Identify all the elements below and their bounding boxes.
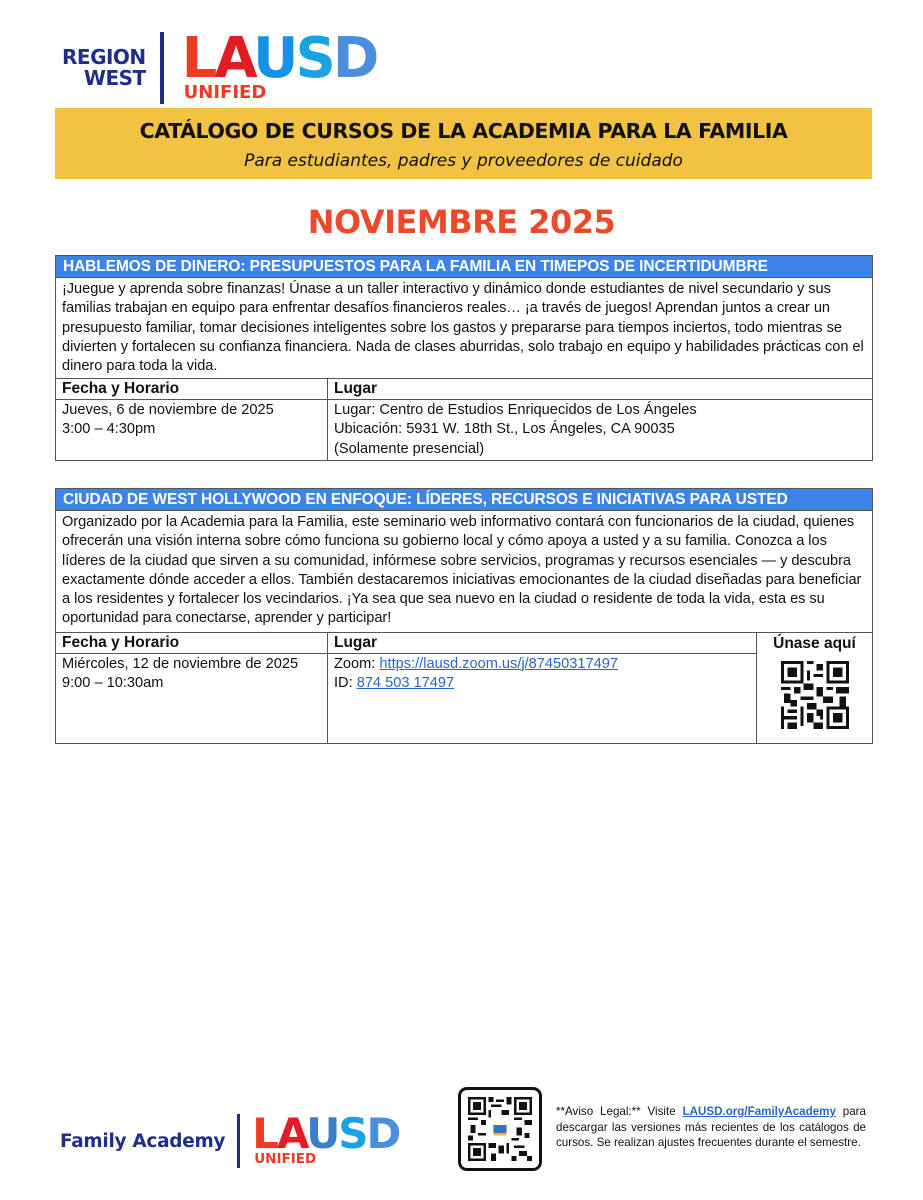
footer-qr-code[interactable] [458,1087,542,1171]
logo-letter: S [295,26,333,91]
schedule-left [56,633,757,743]
course-card-money [55,255,873,461]
catalog-banner [55,108,872,179]
in-person-note: (Solamente presencial) [334,440,485,457]
family-academy-lausd-logo [60,1109,432,1169]
logo-letter: D [366,1109,400,1158]
course-description: ¡Juegue y aprenda sobre finanzas! Únase a un taller interactivo y dinámico donde estudiantes de nivel secundario y sus familias trabajan en equipo para enfrentar desafíos financieros reales… ¡a través de juegos! Aprendan juntos a crear un presupuesto familiar, tomar decisiones inteligentes sobre los gastos y prepararse para tiempos inciertos, todo mientras se divierten y fortalecen su confianza financiera. Nada de clases aburridas, solo trabajo en equipo y habilidades prácticas con el dinero para toda la vida. [56,278,872,379]
logo-letter: A [276,1109,307,1158]
schedule-row [56,400,872,460]
banner-subtitle: Para estudiantes, padres y proveedores de cuidado [244,151,683,171]
logo-letter: L [252,1109,277,1158]
logo-letter: D [332,26,377,91]
meeting-id-line [334,674,750,694]
qr-code-icon [468,1097,532,1161]
logo-letter: A [214,26,253,91]
time-text: 3:00 – 4:30pm [62,421,156,437]
qr-code-icon[interactable] [781,661,849,729]
banner-title: CATÁLOGO DE CURSOS DE LA ACADEMIA PARA LA FAMILIA [139,119,788,143]
schedule-row [56,654,756,743]
zoom-label: Zoom: [334,655,380,672]
family-academy-link[interactable]: LAUSD.org/FamilyAcademy [682,1105,836,1118]
legal-prefix: **Aviso Legal:** Visite [556,1105,683,1118]
date-cell [56,400,328,460]
schedule-header-row [56,633,756,654]
legal-notice [556,1104,866,1151]
place-column-header: Lugar [334,634,378,651]
logo-letter: U [306,1109,339,1158]
lausd-logo [181,26,422,104]
logo-letter: L [181,26,215,91]
unified-label: UNIFIED [183,82,267,103]
venue-text: Lugar: Centro de Estudios Enriquecidos de Los Ángeles [334,401,697,418]
west-line: WEST [83,66,146,90]
join-header: Únase aquí [773,635,856,652]
time-text: 9:00 – 10:30am [62,675,164,691]
family-academy-label: Family Academy [60,1130,226,1152]
course-title: CIUDAD DE WEST HOLLYWOOD EN ENFOQUE: LÍDERES, RECURSOS E INICIATIVAS PARA USTED [56,489,872,511]
address-text: Ubicación: 5931 W. 18th St., Los Ángeles, CA 90035 [334,421,675,437]
region-line: REGION [62,45,146,69]
region-west-lausd-logo [62,26,422,104]
logo-letter: U [252,26,296,91]
month-heading: NOVIEMBRE 2025 [307,203,616,241]
place-cell [328,400,872,460]
schedule-header-row [56,379,872,400]
logo-divider [160,32,164,104]
lausd-logo [252,1109,432,1169]
logo-divider [237,1114,240,1168]
meeting-id-link[interactable]: 874 503 17497 [356,675,455,691]
date-column-header: Fecha y Horario [56,633,328,653]
place-cell [328,654,756,743]
schedule-table [56,633,872,743]
region-west-label [62,47,146,89]
date-cell [56,654,328,743]
date-text: Miércoles, 12 de noviembre de 2025 [62,655,299,672]
course-card-west-hollywood [55,488,873,744]
course-title: HABLEMOS DE DINERO: PRESUPUESTOS PARA LA FAMILIA EN TIMEPOS DE INCERTIDUMBRE [56,256,872,278]
zoom-line [334,655,750,675]
date-text: Jueves, 6 de noviembre de 2025 [62,401,274,418]
legal-suffix: para descargar las versiones más recientes de los catálogos de cursos. Se realizan ajustes frecuentes durante el semestre. [556,1105,866,1149]
date-column-header: Fecha y Horario [56,379,328,399]
course-description: Organizado por la Academia para la Familia, este seminario web informativo contará con funcionarios de la ciudad, quienes ofrecerán una visión interna sobre cómo funciona su gobierno local y cómo apoya a usted y a su familia. Conozca a los líderes de la ciudad que sirven a su comunidad, infórmese sobre servicios, programas y recursos esenciales — y descubra exactamente dónde acceder a ellos. También destacaremos iniciativas emocionantes de la ciudad diseñadas para beneficiar a los residentes y fortalecer los vecindarios. ¡Ya sea que sea nuevo en la ciudad o residente de toda la vida, esta es su oportunidad para conectarse, aprender y participar! [56,511,872,633]
unified-label: UNIFIED [254,1151,317,1167]
logo-letter: S [338,1109,367,1158]
zoom-link[interactable]: https://lausd.zoom.us/j/87450317497 [379,655,618,672]
id-label: ID: [334,675,357,691]
join-cell [757,633,872,743]
place-column-header: Lugar [334,380,378,397]
